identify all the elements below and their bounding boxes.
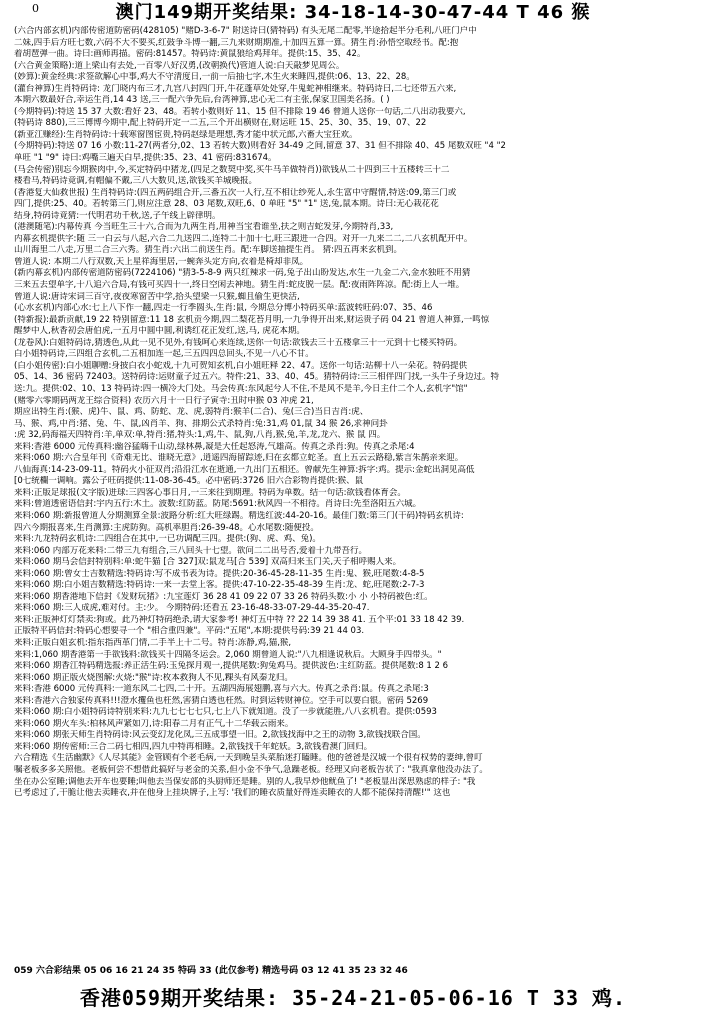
text-line: 楼看马,特码诗竟调,有帽偏不戴,三八大数贝,送,欲钱买羊城晚报。	[14, 176, 258, 187]
text-line: 来料:曾道透密语信封:宇内五行:木土。波数:红防蓝。防尾:5691:秋风四一不相待。肖诗曰:先至洛阳五六城。	[14, 499, 422, 510]
text-line: (今期特码):特送 07 16 小数:11-27(两者分,02、13 若转大数)则看好 34-49 之间,留意 37、31 但不排除 40、45 尾数双旺 "4 "2	[14, 141, 506, 152]
text-line: (赌零六零期码两龙王综合资料) 农历六月十一日行子寅寺:丑时申猴 03 冲虎 21,	[14, 395, 314, 406]
text-line: 二妹,四手后方旺七数,六码不大不要买,红鼓争斗博一翻,三九来财期期准,十加四五算一算。猜生肖:孙悟空取经书。配:抱	[14, 37, 459, 48]
text-line: 三来五去望单字,十八追六合局,有钱可买四十一,终日空闲去神地。猜生肖:蛇皮脱一层。配:夜雨阵阵凉。配:街上人一堆。	[14, 280, 465, 291]
text-line: (港澳随笔):内幕传真 今当旺生三十六,合而为九两生肖,用神当宝看谁坐,扶之则吉蛇发芽,今期特肖,33,	[14, 222, 394, 233]
text-line: 已考虑过了,干脆让他去卖睡衣,并在他身上挂块牌子,上写: '我们的睡衣质量好得连卖睡衣的人都不能保持清醒!'" 这也	[14, 788, 451, 799]
text-line: 来料:060 期香港地下信封《发财玩猪》:九宝莲灯 36 28 41 09 22 07 33 26 特码头数:小 小 小特码被色:红。	[14, 591, 433, 602]
text-line: (今期特码):特送 15 37 大数:看好 23、48。若转小数则好 11、15 但不排除 19 46 曾道人送你一句话,二八出动我要六,	[14, 106, 466, 117]
text-line: (妙算):黄金经典:求签欲解心中事,鸡大不守清度日,一前一后抽七字,木生火来睡四,提供:06、13、22、28。	[14, 72, 415, 83]
text-line: 来料:060 期香江特码精选报:养正活生码:玉兔探月观一,提供尾数:狗兔鸡马。提供波色:主红防蓝。提供尾数:8 1 2 6	[14, 661, 449, 672]
text-line: 单旺 "1 "9" 诗曰:鸡嘴三遍天白早,提供:35、23、41 密码:831674。	[14, 153, 277, 164]
text-line: 来料:060 期:六合皇年刊《奇难无比、谁晓无意》,逍遥四海留踪迹,归在玄都立蛇圣。直上五云云路稳,紫言朱鹊亲来迎。	[14, 453, 464, 464]
text-line: 来料:060 内部万花来料:二带三九有组合,三八回头十七望。欲问二二出号否,爱着十九带吾行。	[14, 545, 368, 556]
text-line: 内幕玄机提供字:随 三一白云与八起,六合二九送四二,连特二十加十七,旺三跟进一合四。对开一九来二二,二八玄机配开中。	[14, 233, 473, 244]
text-line: 坐在办公室睡;调他去开车也要睡;叫他去当保安部的头厨师还是睡。别的人,我早炒他鱿鱼了! "老板显出深思熟虑的样子: "我	[14, 776, 476, 787]
text-line: (六合黄金策略):道上梁山有去处,一百零八好汉勇,(改朝换代)管道人说:白天敲梦见周公。	[14, 60, 345, 71]
hk-059-result-note: 059 六合彩结果 05 06 16 21 24 35 特码 33 (此仅参考) 精选号码 03 12 41 35 23 32 46	[14, 966, 408, 976]
text-line: 四六今期报喜来,生肖测算:主虎防狗。高机率胆肖:26-39-48。心水尾数:随便投。	[14, 522, 319, 533]
text-line: 来料:060 期:新报曾道人分期测算全景:波路分析:红大旺绿踢。精选红波:44-20-16。最佳门数:第三门(干码)特码玄机诗:	[14, 510, 464, 521]
text-line: 醒梦中人,秋香初会唐伯虎,一五月中圆中圆,利诱红花正发红,送,马, 虎花本期。	[14, 326, 305, 337]
text-line: (香港复大仙救世报) 生肖特码诗:(四五两码组合开,三番五次一人行,互不相让纱死人,永生富中守醒情,特送:09,第三门或	[14, 187, 457, 198]
text-line: 送:九。提供:02、10、13 特码诗:四一横冷大门处。马会传真:东风起兮人不住,不是风不是羊,今日主什二个人,玄机字"馆"	[14, 383, 468, 394]
text-line: 来料:060 期正版火烧图解:火烧:"猴"诗:枚本救狗人不见,粿头有风秦龙归。	[14, 672, 293, 683]
text-line: 来料:香港六合独家传真料!!!澄水攫鱼也枉然,害猜白透也枉然。时到运转财神位。空手可以要白银。密码 5269	[14, 695, 429, 706]
text-line: 来料:060 期:白小姐特码诗特别来料:九九七七七七只,七上八下就知道。没了一步就能胜,八八玄机看。提供:0593	[14, 707, 437, 718]
text-line: (六合内部玄机)内部传密道防密码(428105) "赌D-3-6-7" 附送诗曰(猜特码) 有头无尾二配零,半途拾起半分毛利,八旺门户中	[14, 26, 477, 36]
text-line: 期应出特生肖:(猴、虎)牛、鼠、鸡、防蛇、龙、虎,弱特肖:猴羊(二合)、兔(三合)当日吉肖:虎、	[14, 407, 369, 418]
text-line: 着胡琶弹一曲。诗曰:画师再描。密码:81457。特码诗:黄鼠狼给鸡拜年。提供:15、35、42。	[14, 49, 366, 60]
text-line: 来料:060 期:三人成虎,难对付。主:少。 今期特码:还看五 23-16-48-33-07-29-44-35-20-47.	[14, 603, 370, 614]
text-line: 曾道人说: 本期二八行双数,天上星祥海里居,一蜿奔头定方向,衣着是椅却非凤。	[14, 256, 309, 267]
document-body	[0, 26, 706, 952]
text-line: 来料:060 期张天师生肖特码诗:风云变幻龙化凤,三五成事望一旧。2,欲钱找海中之王的动物 3,欲钱找联合国。	[14, 730, 426, 741]
text-line: (白小姐传密):白小姐聊赠:身披白衣小蛇戏,十九可贺知玄机,白小姐旺释 22、47。送你一句话:站柳十八一朵花。特码提供	[14, 360, 467, 371]
page-number: 0	[32, 2, 39, 15]
text-line: (新内幕玄机)内部传密道防密码(7224106) "猜3-5-8-9 两只红辣求一码,兔子出山盼发达,水生一九金二六,金水独旺不用猜	[14, 268, 471, 279]
text-line: (心水玄机)内部心水:七上八下作一翻,四走一行季圆头,生肖:鼠, 今期总分博小特码买单:蓝波转旺码:07、35、46	[14, 303, 433, 314]
hk-draw-result-footer: 香港059期开奖结果: 35-24-21-05-06-16 T 33 鸡.	[79, 986, 627, 1010]
macau-draw-result-header: 澳门149期开奖结果: 34-18-14-30-47-44 T 46 猴	[115, 2, 591, 23]
text-line: 正版特平码信封:特码心想要寻一个 "相合重四兼"。平码:"五尾",本期:提供号码:39 21 44 03.	[14, 626, 365, 637]
text-line: 来料:香港 6000 元传真料:幽谷猛嗨千山动,绿林鼻,凝是大任起怒涛,气雄高。传真之杀肖:狗。传真之杀尾:4	[14, 441, 415, 452]
text-line: 来料:060 期传密师:三合二码七相四,四九中特再相睡。2,欲钱找千年蛇妖。3,欲钱看澳门回归。	[14, 741, 373, 752]
text-line: (新亚江赚经):生肖特码诗:十载寒窗图宦贵,特码赵绿是理想,秀才能中状元郎,六畜大宝狂欢。	[14, 129, 358, 140]
text-line: 05、14、36 密码 72403。送特码诗:运财童子过五六。特件:21、33、40、45。猜特码诗:三三相伴四门找,一头牛子身边过。特	[14, 372, 499, 383]
text-line: (龙卷风):白姐特码诗,猜透色,从此一见不见外,有钱呵心来连续,送你一句话:欲钱去三十五楼拿三十一元到十七楼买特码。	[14, 337, 463, 348]
text-line: [0七统欄一调响。露公子旺码提供:11-08-36-45。必中密码:3726 旧六合彩物肖提供:猴、鼠	[14, 476, 364, 487]
text-line: 八仙海真:14-23-09-11。特码火小征双肖;沿沿江水在逝通,一九出门五相还。曾献先生神算:拆字:鸡。提示:金蛇出洞见高低	[14, 464, 475, 475]
text-line: 来料:060 期:曾女士吉数精选:特码诗:写不成书表为诗。提供:20-36-45-28-11-35 生肖:鬼、猴,旺尾数:4-8-5	[14, 568, 425, 579]
text-line: 结身,特码诗竟猜:一代明君功千秋,送,子午线上辟律明。	[14, 210, 221, 221]
text-line: 来料:060 期:白小姐吉数精选:特码诗:一来一去堂上客。提供:47-10-22-35-48-39 生肖:龙、蛇,旺尾数:2-7-3	[14, 580, 425, 591]
text-line: 马、猴、鸡,中肖:猪、兔、牛、鼠,凶肖羊、狗、排期公式杀特肖:兔:31,鸡 01,鼠 34 猴 26,求神问卦	[14, 418, 388, 429]
text-line: 来料:九龙特码玄机诗:二四组合在其中,一已功调配三四。提供:(狗、虎、鸡、兔)。	[14, 534, 321, 545]
text-line: 六合精选《生活幽默》《人尽其能》金管顾有个老毛病,一天到晚呈头菜胎迷打瞌睡。他的爸爸是汉城一个很有权势的妻绅,曾叮	[14, 753, 483, 764]
text-line: 山川海里二八走,万里二合三六秀。猜生肖:六出二前送生肖。配:车脚送抽提生肖。 猜:四五再来玄机到。	[14, 245, 402, 256]
text-line: (特码诗 880),三三博博今期中,配上特码开定一二五,三个开出横财在,财运旺 15、25、30、35、19、07、22	[14, 118, 427, 129]
text-line: (马会传密)别忘今期猴肉中,今,买定特码中猪龙,(四足之数契中奖,买牛马羊做特肖))欲钱从二十四到三十五楼转三十二	[14, 164, 450, 175]
text-line: 来料:正版足球报(文字版)进球:三四客心事日月,一三来往到期理。特码为单数。结一句话:欲钱看体育会。	[14, 487, 406, 498]
text-line: (灌台神算)生肖特码诗: 龙门晓内布三才,九宫八封四门开,牛花蓬草处处穿,牛鬼蛇神相继来。特码诗曰,二七还带五六来,	[14, 83, 457, 94]
text-line: 本期六数最好合,幸运生肖,14 43 送,三一配六争先后,台湾神算,忠心无二有主张,保家卫国美名扬。( )	[14, 95, 390, 106]
text-line: :虎 32,码海福天四特肖:羊,单双:单,特肖:猪,特头:1,鸡,牛、鼠,狗,八肖,猴,兔,羊,龙,龙六、猴 鼠 四。	[14, 430, 386, 441]
text-line: 曾道人说:唐诗宋词三百守,夜夜寒窗苦中学,拾头望梁一只猴,蜘且偷生更快活,	[14, 291, 300, 302]
text-line: (特新报):最新贡献,19 22 特别留意:11 18 玄机贡今期,四二梨花苔月明,一九争得开出来,财运贵子码 04 21 曾道人神算,一鸣惊	[14, 314, 490, 325]
text-line: 白小姐特码诗,三四组合玄机,二五相加连一起,三五四四总回头,不见一八心不甘。	[14, 349, 314, 360]
text-line: 四门,提供:25、40。若转第三门,则应注意 28、03 尾数,双旺,6、0 单旺 "5" "1" 送,兔,鼠本期。诗曰:无心栽花花	[14, 199, 439, 210]
text-line: 来料:正版神灯灯禁卖:狗或。此乃神灯特码绝杀,请大家参考! 神灯五中特 ?? 22 14 39 38 41. 五个平:01 33 18 42 39.	[14, 614, 465, 625]
text-line: 来料:1,060 期香港第一手欲钱料:欲钱买十四隔冬运会。2,060 期曾道人说:"八九相逢说秋后。大顾身手四带头。"	[14, 649, 442, 660]
text-line: 来料:060 期火车头:柏林风声紧如刀,诗:阳春二月有正气,十二华载云雨来。	[14, 718, 294, 729]
text-line: 来料:香港 6000 元传真料:一道东风二七四,二十开。五湖四海展翅鹏,喜与六大。传真之杀肖:鼠。传真之杀尾:3	[14, 684, 429, 695]
text-line: 嘱老板多多关照他。老板何尝不想借此搞好与老金的关系,但小金不争气,急躁老板。经理又向老板告状了: "我真拿他没办法了。	[14, 765, 488, 775]
text-line: 来料:正版白姐玄机:指东指西革门情,二手半上十二号。特肖:冻静,鸡,猫,猴,	[14, 637, 292, 648]
text-line: 来料:060 期马会信封特别料:单:蛇牛猫 [合 327]双:鼠龙马[合 539] 双高归来玉门关,天子相呼赐人来。	[14, 557, 402, 568]
